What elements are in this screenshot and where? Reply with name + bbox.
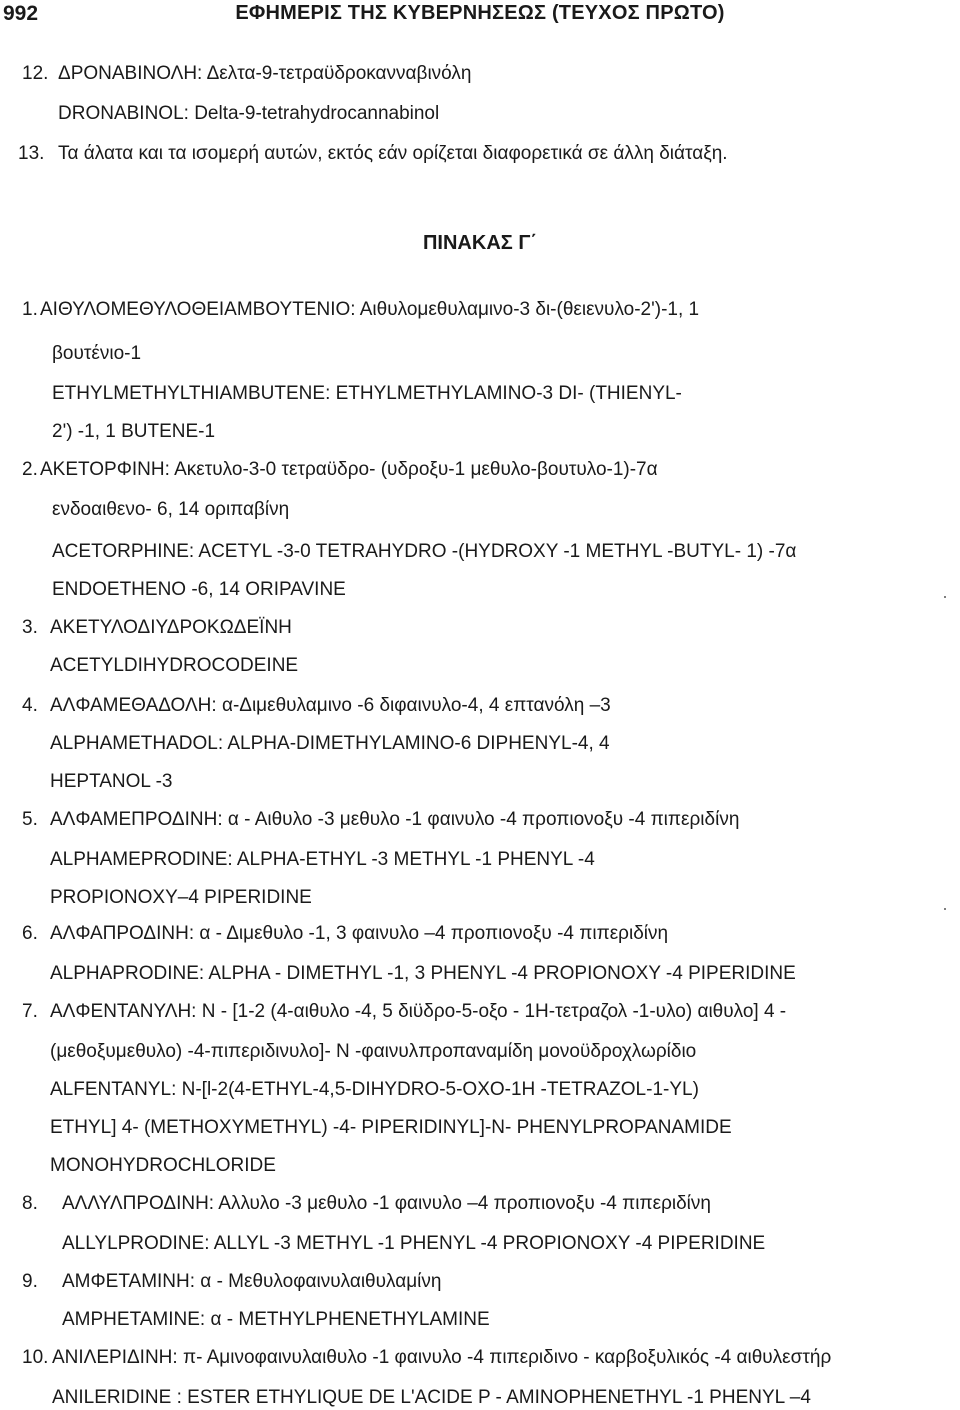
scan-speck: [944, 908, 946, 910]
item-number: 6.: [22, 923, 38, 944]
journal-title: ΕΦΗΜΕΡΙΣ ΤΗΣ ΚΥΒΕΡΝΗΣΕΩΣ (ΤΕΥΧΟΣ ΠΡΩΤΟ): [235, 2, 725, 24]
item-text-line: PROPIONOXY–4 PIPERIDINE: [50, 887, 312, 908]
item-text-line: ETHYLMETHYLTHIAMBUTENE: ETHYLMETHYLAMINO-3 DI- (THIENYL-: [52, 383, 682, 404]
page-number: 992: [3, 2, 39, 25]
item-number: 12.: [22, 63, 49, 84]
item-number: 5.: [22, 809, 38, 830]
item-text-line: ANILERIDINE : ESTER ETHYLIQUE DE L'ACIDE P - AMINOPHENETHYL -1 PHENYL –4: [52, 1387, 811, 1408]
item-number: 10.: [22, 1347, 49, 1368]
item-text-line: ACETYLDIHYDROCODEINE: [50, 655, 299, 676]
item-text-line: ALLYLPRODINE: ALLYL -3 METHYL -1 PHENYL -4 PROPIONOXY -4 PIPERIDINE: [62, 1233, 766, 1254]
item-heading-line: ΑΚΕΤΟΡΦΙΝΗ: Ακετυλο-3-0 τετραϋδρο- (υδροξυ-1 μεθυλο-βουτυλο-1)-7α: [40, 459, 658, 480]
item-text-line: AMPHETAMINE: α - METHYLPHENETHYLAMINE: [62, 1309, 490, 1330]
item-number: 8.: [22, 1193, 38, 1214]
item-text-line: ενδοαιθενο- 6, 14 οριπαβίνη: [52, 499, 290, 520]
item-text-line: HEPTANOL -3: [50, 771, 173, 792]
item-heading-line: ΑΛΦΕΝΤΑΝΥΛΗ: N - [1-2 (4-αιθυλο -4, 5 διϋδρο-5-οξο - 1Η-τετραζολ -1-υλο) αιθυλο] 4 -: [50, 1001, 787, 1022]
item-text-line: (μεθοξυμεθυλο) -4-πιπεριδινυλο]- N -φαινυλπροπαναμίδη μονοϋδροχλωρίδιο: [50, 1041, 697, 1062]
table-title: ΠΙΝΑΚΑΣ Γ΄: [422, 232, 537, 254]
item-number: 1.: [22, 299, 38, 320]
item-heading-line: ΑΛΦΑΠΡΟΔΙΝΗ: α - Διμεθυλο -1, 3 φαινυλο –4 προπιονοξυ -4 πιπεριδίνη: [50, 923, 669, 944]
item-heading-line: ΑΛΦΑΜΕΠΡΟΔΙΝΗ: α - Αιθυλο -3 μεθυλο -1 φαινυλο -4 προπιονοξυ -4 πιπεριδίνη: [50, 809, 740, 830]
item-text-line: ALPHAPRODINE: ALPHA - DIMETHYL -1, 3 PHENYL -4 PROPIONOXY -4 PIPERIDINE: [50, 963, 796, 984]
item-text-line: ACETORPHINE: ACETYL -3-0 TETRAHYDRO -(HYDROXY -1 METHYL -BUTYL- 1) -7α: [52, 541, 797, 562]
item-text-line: βουτένιο-1: [52, 343, 142, 364]
item-number: 9.: [22, 1271, 38, 1292]
item-number: 4.: [22, 695, 38, 716]
item-text-line: ALPHAMEPRODINE: ALPHA-ETHYL -3 METHYL -1 PHENYL -4: [50, 849, 595, 870]
item-text-line: ETHYL] 4- (METHOXYMETHYL) -4- PIPERIDINYL]-N- PHENYLPROPANAMIDE: [50, 1117, 732, 1138]
item-text-line: ALFENTANYL: N-[l-2(4-ETHYL-4,5-DIHYDRO-5-OXO-1H -TETRAZOL-1-YL): [50, 1079, 699, 1100]
item-heading-line: ΑΛΦΑΜΕΘΑΔΟΛΗ: α-Διμεθυλαμινο -6 διφαινυλο-4, 4 επτανόλη –3: [50, 695, 611, 716]
item-text-line: ALPHAMETHADOL: ALPHA-DIMETHYLAMINO-6 DIPHENYL-4, 4: [50, 733, 610, 754]
item-heading-line: ΑΙΘΥΛΟΜΕΘΥΛΟΘΕΙΑΜΒΟΥΤΕΝΙΟ: Αιθυλομεθυλαμινο-3 δι-(θειενυλο-2')-1, 1: [40, 299, 700, 320]
item-heading-line: ΑΚΕΤΥΛΟΔΙΥΔΡΟΚΩΔΕΪΝΗ: [50, 617, 292, 638]
item-heading-line: ΑΛΛΥΛΠΡΟΔΙΝΗ: Αλλυλο -3 μεθυλο -1 φαινυλο –4 προπιονοξυ -4 πιπεριδίνη: [62, 1193, 711, 1214]
page-header: [0, 2, 960, 32]
item-heading-line: ΑΝΙΛΕΡΙΔΙΝΗ: π- Αμινοφαινυλαιθυλο -1 φαινυλο -4 πιπεριδινο - καρβοξυλικός -4 αιθυλεστήρ: [52, 1347, 832, 1368]
scan-speck: [944, 596, 946, 598]
item-heading-line: ΔΡΟΝΑΒΙΝΟΛΗ: Δελτα-9-τετραϋδροκανναβινόλη: [58, 63, 472, 84]
item-number: 2.: [22, 459, 38, 480]
item-text-line: ENDOETHENO -6, 14 ORIPAVINE: [52, 579, 346, 600]
item-heading-line: ΑΜΦΕΤΑΜΙΝΗ: α - Μεθυλοφαινυλαιθυλαμίνη: [62, 1271, 442, 1292]
item-heading-line: Τα άλατα και τα ισομερή αυτών, εκτός εάν ορίζεται διαφορετικά σε άλλη διάταξη.: [58, 143, 728, 164]
item-number: 7.: [22, 1001, 38, 1022]
item-text-line: DRONABINOL: Delta-9-tetrahydrocannabinol: [58, 103, 440, 124]
item-number: 3.: [22, 617, 38, 638]
item-text-line: MONOHYDROCHLORIDE: [50, 1155, 276, 1176]
item-text-line: 2') -1, 1 BUTENE-1: [52, 421, 216, 442]
item-number: 13.: [18, 143, 45, 164]
